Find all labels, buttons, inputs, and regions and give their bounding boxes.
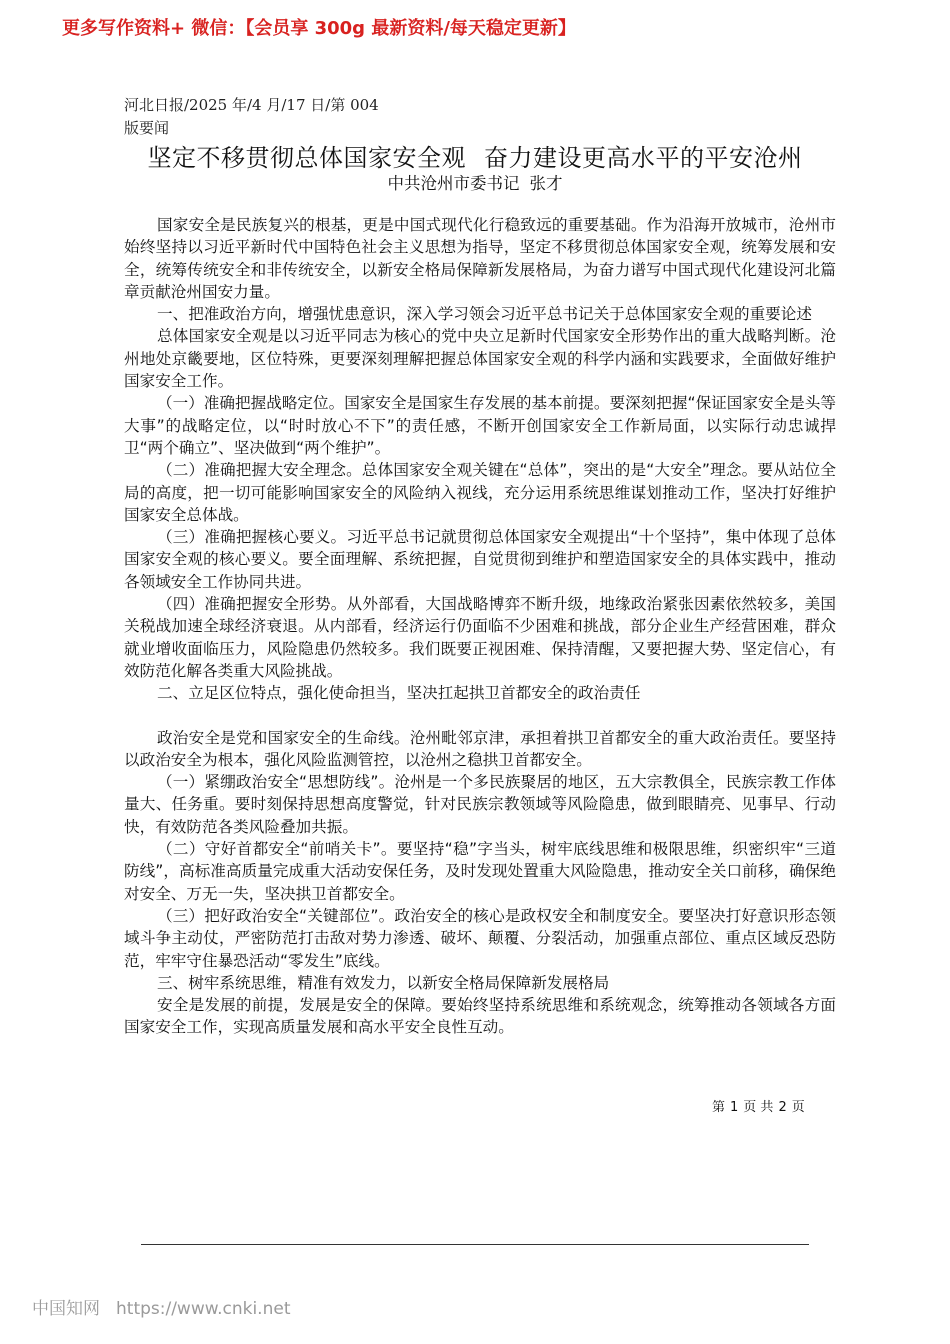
paragraph: （四）准确把握安全形势。从外部看，大国战略博弈不断升级，地缘政治紧张因素依然较多，美国关税战加速全球经济衰退。从内部看，经济运行仍面临不少困难和挑战，部分企业生产经营困难，群众就业增收面临压力，风险隐患仍然较多。我们既要正视困难、保持清醒，又要把握大势、坚定信心，有效防范化解各类重大风险挑战。 — [124, 595, 836, 680]
paragraph: 国家安全是民族复兴的根基，更是中国式现代化行稳致远的重要基础。作为沿海开放城市，沧州市始终坚持以习近平新时代中国特色社会主义思想为指导，坚定不移贯彻总体国家安全观，统筹发展和安全，统筹传统安全和非传统安全，以新安全格局保障新发展格局，为奋力谱写中国式现代化建设河北篇章贡献沧州国安力量。 — [124, 216, 836, 301]
article-title-part2: 奋力建设更高水平的平安沧州 — [484, 144, 803, 172]
source-line: 河北日报/2025 年/4 月/17 日/第 004 — [124, 96, 379, 114]
author-org: 中共沧州市委书记 — [387, 174, 520, 193]
section-label: 版要闻 — [124, 119, 170, 137]
page-total: 2 — [778, 1100, 787, 1115]
footer-divider — [141, 1244, 809, 1245]
paragraph: （二）守好首都安全“前哨关卡”。要坚持“稳”字当头，树牢底线思维和极限思维，织密织牢“三道防线”，高标准高质量完成重大活动安保任务，及时发现处置重大风险隐患，推动安全关口前移，确保绝对安全、万无一失，坚决拱卫首都安全。 — [124, 840, 836, 903]
paragraph: （一）紧绷政治安全“思想防线”。沧州是一个多民族聚居的地区，五大宗教俱全，民族宗教工作体量大、任务重。要时刻保持思想高度警觉，针对民族宗教领域等风险隐患，做到眼睛亮、见事早、行动快，有效防范各类风险叠加共振。 — [124, 773, 836, 836]
paragraph: （三）把好政治安全“关键部位”。政治安全的核心是政权安全和制度安全。要坚决打好意识形态领域斗争主动仗，严密防范打击敌对势力渗透、破坏、颠覆、分裂活动，加强重点部位、重点区域反恐防范，牢牢守住暴恐活动“零发生”底线。 — [124, 906, 836, 970]
paragraph: （三）准确把握核心要义。习近平总书记就贯彻总体国家安全观提出“十个坚持”，集中体现了总体国家安全观的核心要义。要全面理解、系统把握，自觉贯彻到维护和塑造国家安全的具体实践中，推动各领域安全工作协同共进。 — [124, 528, 836, 591]
article-body — [124, 214, 836, 1039]
page-number — [712, 1096, 805, 1115]
section-heading: 一、把准政治方向，增强忧患意识，深入学习领会习近平总书记关于总体国家安全观的重要论述 — [157, 305, 812, 324]
page-label-post: 页 — [791, 1100, 805, 1115]
watermark — [32, 1294, 290, 1319]
section-heading: 三、树牢系统思维，精准有效发力，以新安全格局保障新发展格局 — [157, 973, 610, 992]
article-title — [0, 138, 950, 173]
author-name: 张才 — [529, 174, 563, 193]
paragraph: 安全是发展的前提，发展是安全的保障。要始终坚持系统思维和系统观念，统筹推动各领域各方面国家安全工作，实现高质量发展和高水平安全良性互动。 — [124, 996, 836, 1037]
paragraph: 总体国家安全观是以习近平同志为核心的党中央立足新时代国家安全形势作出的重大战略判断。沧州地处京畿要地，区位特殊，更要深刻理解把握总体国家安全观的科学内涵和实践要求，全面做好维护国家安全工作。 — [124, 327, 836, 391]
article-title-part1: 坚定不移贯彻总体国家安全观 — [147, 144, 466, 172]
watermark-url: https://www.cnki.net — [116, 1299, 291, 1319]
page-current: 1 — [730, 1100, 739, 1115]
page-label-mid: 页 共 — [743, 1100, 774, 1115]
promo-banner: 更多写作资料+ 微信：【会员享 300g 最新资料/每天稳定更新】 — [62, 18, 576, 39]
paragraph: （一）准确把握战略定位。国家安全是国家生存发展的基本前提。要深刻把握“保证国家安全是头等大事”的战略定位，以“时时放心不下”的责任感，不断开创国家安全工作新局面，以实际行动忠诚捍卫“两个确立”、坚决做到“两个维护”。 — [124, 394, 836, 457]
article-author — [0, 170, 950, 194]
watermark-site: 中国知网 — [32, 1299, 100, 1319]
page-label-pre: 第 — [712, 1100, 726, 1115]
paragraph: 政治安全是党和国家安全的生命线。沧州毗邻京津，承担着拱卫首都安全的重大政治责任。要坚持以政治安全为根本，强化风险监测管控，以沧州之稳拱卫首都安全。 — [124, 728, 836, 769]
paragraph: （二）准确把握大安全理念。总体国家安全观关键在“总体”，突出的是“大安全”理念。要从站位全局的高度，把一切可能影响国家安全的风险纳入视线，充分运用系统思维谋划推动工作，坚决打好维护国家安全总体战。 — [124, 461, 836, 524]
section-heading: 二、立足区位特点，强化使命担当，坚决扛起拱卫首都安全的政治责任 — [157, 684, 641, 703]
